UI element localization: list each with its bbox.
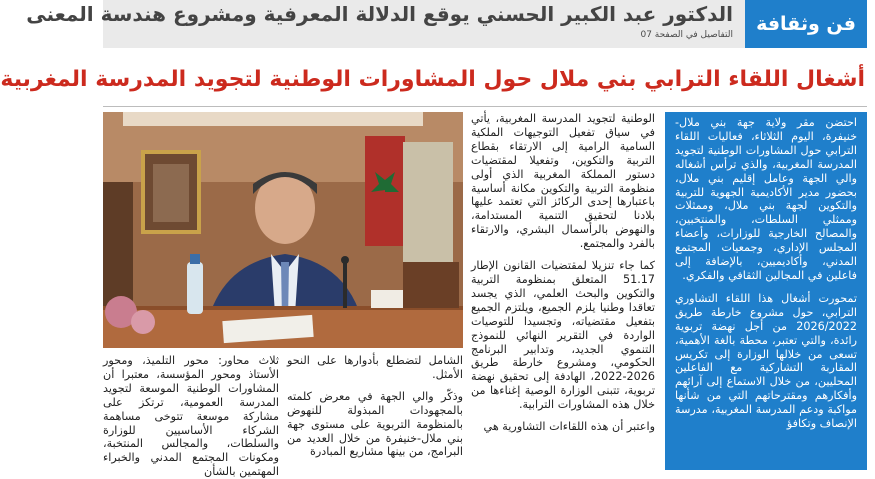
body-paragraph: وذكّر والي الجهة في معرض كلمته بالمجهودات المبذولة للنهوض بالمنظومة التربوية على مستوى جهة بني ملال-خنيفرة من خلال العديد من البرامج، من بينها مشاريع المبادرة <box>287 389 463 459</box>
title-divider <box>103 106 867 107</box>
teaser-headline: الدكتور عبد الكبير الحسني يوقع الدلالة المعرفية ومشروع هندسة المعنى <box>26 2 733 26</box>
body-paragraph: كما جاء تنزيلا لمقتضيات القانون الإطار 51.17 المتعلق بمنظومة التربية والتكوين والبحث العلمي، الذي يجسد تعاقدا وطنيا يلزم الجميع، ويلتزم الجميع بتفعيل مقتضياته، وتجسيدا للتوصيات الواردة في التقرير النهائي للنموذج التنموي الجديد، وتدابير البرنامج الحكومي، ومشروع خارطة طريق 2026-2022، الهادفة إلى تحقيق نهضة تربوية، تتبنى الوزارة الوصية إغناءها من خلال هذه المشاورات الترابية. <box>471 259 655 412</box>
body-paragraph: واعتبر أن هذه اللقاءات التشاورية هي <box>483 420 655 434</box>
top-teaser-strip <box>26 0 867 48</box>
article-column-bottom-right <box>287 354 463 470</box>
intro-paragraph: تمحورت أشغال هذا اللقاء التشاوري الترابي، حول مشروع خارطة طريق 2026/2022 من أجل نهضة تربوية رائدة، والتي تعتبر، محطة بالغة الأهمية، تسعى من خلالها الوزارة إلى تكريس المقاربة التشاركية مع الفاعلين المحليين، من خلال الاستماع إلى آرائهم وأفكارهم ومقترحاتهم التي من شأنها مواكبة ودعم المدرسة المغربية، مدرسة الإنصاف وتكافؤ <box>675 291 857 431</box>
official-at-meeting-photo <box>103 112 463 348</box>
section-label: فن وثقافة <box>745 0 867 48</box>
body-paragraph: ثلاث محاور: محور التلميذ، ومحور الأستاذ ومحور المؤسسة، معتبرا أن المشاورات الوطنية الموسعة لتجويد المدرسة العمومية، ترتكز على مشاركة موسعة تتوخى مساهمة الشركاء الأساسيين للوزارة والسلطات، والمجالس المنتخبة، ومكونات المجتمع المدني والخبراء المهتمين بالشأن <box>103 354 279 479</box>
article-title: أشغال اللقاء الترابي بني ملال حول المشاورات الوطنية لتجويد المدرسة المغربية <box>0 67 865 92</box>
intro-paragraph: احتضن مقر ولاية جهة بني ملال- خنيفرة، اليوم الثلاثاء، فعاليات اللقاء الترابي حول المشاورات الوطنية لتجويد المدرسة المغربية، والذي ترأس أشغاله والي الجهة وعامل إقليم بني ملال، بحضور مدير الأكاديمية الجهوية للتربية والتكوين لجهة بني ملال، وممثلات وممثلي السلطات، والمنتخبين، والمصالح الخارجية للوزارات، وأعضاء المجلس الإداري، وجمعيات المجتمع المدني، وأكاديميين، بالإضافة إلى فاعلين في المجالين الثقافي والفكري. <box>675 116 857 282</box>
article-column-middle <box>471 112 655 470</box>
body-paragraph: الوطنية لتجويد المدرسة المغربية، يأتي في سياق تفعيل التوجيهات الملكية السامية الرامية إلى الارتقاء بقطاع التربية والتكوين، وتفعيلا لمقتضيات دستور المملكة المغربية الذي أولى منظومة التربية والتكوين مكانة أساسية باعتبارها إحدى الركائز التي تعتمد عليها بلادنا لتحقيق التنمية المستدامة، والنهوض بالرأسمال البشري، والارتقاء بالفرد والمجتمع. <box>471 112 655 251</box>
article-column-bottom-left <box>103 354 279 479</box>
teaser-page-reference: التفاصيل في الصفحة 07 <box>640 30 733 40</box>
body-paragraph: الشامل لتضطلع بأدوارها على النحو الأمثل. <box>287 354 463 381</box>
highlighted-intro-column <box>665 112 867 470</box>
